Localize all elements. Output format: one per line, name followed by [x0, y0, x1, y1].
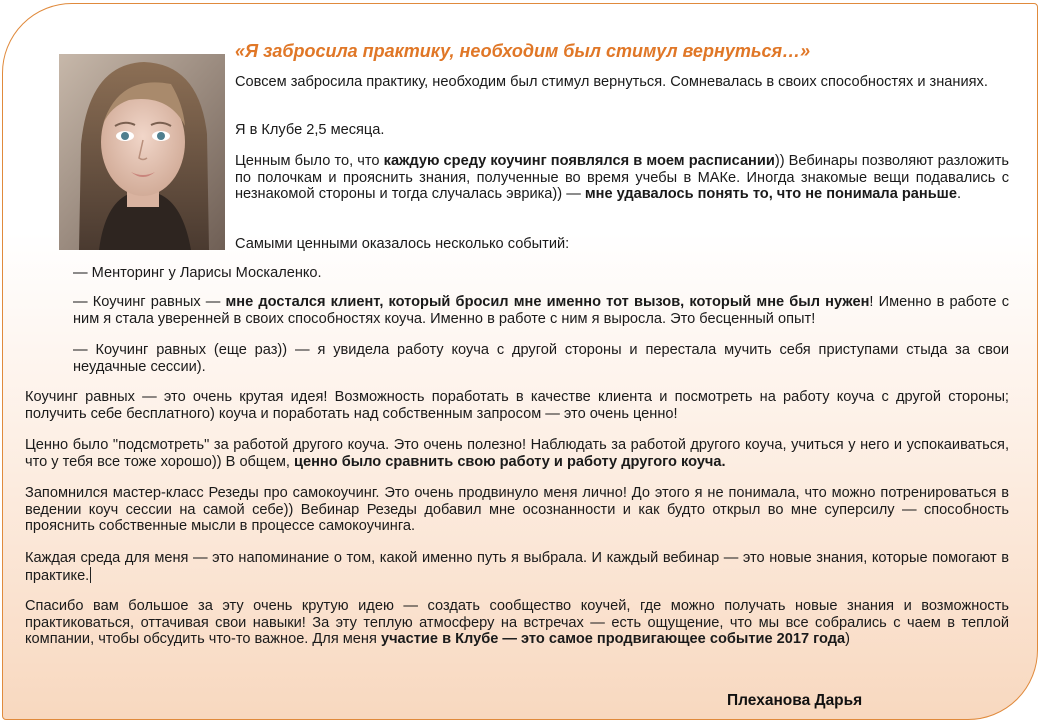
text-emphasis: мне удавалось понять то, что не понимала раньше — [584, 186, 957, 202]
paragraph-events-intro: Самыми ценными оказалось несколько событий: — [235, 236, 570, 252]
text-emphasis: мне достался клиент, который бросил мне именно тот вызов, который мне был нужен — [225, 294, 870, 310]
paragraph-observe-coach — [25, 437, 1009, 470]
text-emphasis: каждую среду коучинг появлялся в моем расписании — [383, 153, 775, 169]
paragraph-wednesday — [25, 550, 1009, 584]
testimonial-card — [2, 3, 1038, 720]
list-item-peer-coaching-again: — Коучинг равных (еще раз)) — я увидела работу коуча с другой стороны и перестала мучить себя приступами стыда за свои неудачные сессии). — [73, 342, 1009, 375]
paragraph-peer-coaching-idea: Коучинг равных — это очень крутая идея! Возможность поработать в качестве клиента и посмотреть на работу коуча с другой стороны; получить себе бесплатного) коуча и поработать над собственным запросом — это очень ценно! — [25, 389, 1009, 422]
text-segment: ) — [845, 631, 851, 647]
paragraph-value — [235, 153, 1009, 203]
list-item-mentoring: — Менторинг у Ларисы Москаленко. — [73, 265, 322, 281]
text-emphasis: ценно было сравнить свою работу и работу другого коуча. — [294, 453, 726, 470]
text-emphasis: участие в Клубе — это самое продвигающее событие 2017 года — [380, 631, 846, 647]
author-photo — [59, 54, 225, 250]
text-segment: Ценным было то, что — [235, 153, 384, 169]
list-item-peer-coaching — [73, 294, 1009, 327]
portrait-image — [59, 54, 225, 250]
paragraph-duration: Я в Клубе 2,5 месяца. — [235, 122, 385, 138]
paragraph-thanks — [25, 598, 1009, 648]
text-segment: ! Именно в работе с ним я стала уверенней в своих способностях коуча. Именно в работе с ним я выросла. Это бесценный опыт! — [73, 294, 1009, 327]
text-segment: Спасибо вам большое за эту очень крутую идею — создать сообщество коучей, где можно получать новые знания и возможность практиковаться, оттачивая свои навыки! За эту теплую атмосферу на встречах — есть ощущение, что мы все собрались с чаем в теплой компании, чтобы обсудить что-то важное. Для меня — [25, 598, 1009, 647]
text-segment: — Коучинг равных — — [73, 294, 226, 310]
text-segment: . — [956, 186, 962, 202]
text-cursor — [90, 567, 91, 583]
paragraph-intro: Совсем забросила практику, необходим был стимул вернуться. Сомневалась в своих способностях и знаниях. — [235, 74, 988, 90]
testimonial-title: «Я забросила практику, необходим был стимул вернуться…» — [235, 41, 811, 61]
text-segment: )) Вебинары позволяют разложить по полочкам и прояснить знания, полученные во время учебы в МАКе. Иногда знакомые вещи подавались с незнакомой стороны и тогда случалась эврика)) — — [235, 153, 1009, 202]
text-segment: Каждая среда для меня — это напоминание о том, какой именно путь я выбрала. И каждый вебинар — это новые знания, которые помогают в практике. — [25, 550, 1009, 584]
author-signature: Плеханова Дарья — [727, 692, 863, 709]
text-segment: Ценно было "подсмотреть" за работой другого коуча. Это очень полезно! Наблюдать за работой другого коуча, учиться у него и успокаиваться, что у тебя все тоже хорошо)) В общем, — [25, 437, 1009, 470]
paragraph-masterclass: Запомнился мастер-класс Резеды про самокоучинг. Это очень продвинуло меня лично! До этого я не понимала, что можно потренироваться в ведении коуч сессии на самой себе)) Вебинар Резеды добавил мне осознанности и как будто открыл во мне суперсилу — способность прояснить собственные мысли в процессе самокоучинга. — [25, 485, 1009, 534]
